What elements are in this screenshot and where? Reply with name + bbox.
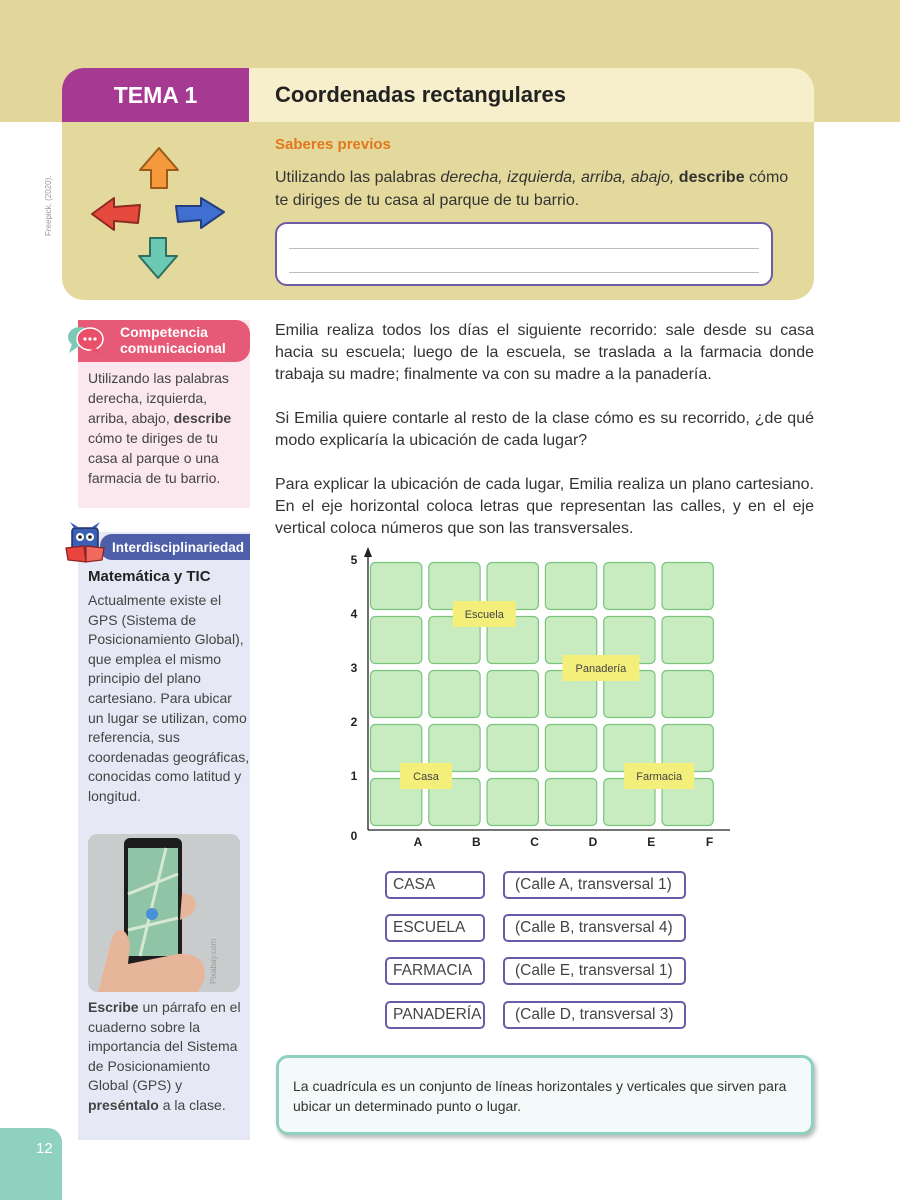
saberes-heading: Saberes previos bbox=[275, 136, 391, 153]
place-marker-label: Escuela bbox=[464, 609, 504, 621]
grid-cell bbox=[429, 671, 480, 718]
image-credit-freepik: Freepick. (2020). bbox=[44, 175, 53, 236]
y-tick-label: 2 bbox=[350, 715, 358, 729]
answer-field[interactable] bbox=[275, 222, 773, 286]
direction-arrows-icon bbox=[86, 144, 236, 284]
y-tick-label: 1 bbox=[350, 769, 358, 783]
grid-cell bbox=[545, 779, 596, 826]
competencia-heading: Competencia comunicacional bbox=[78, 320, 250, 362]
coord-label: (Calle E, transversal 1) bbox=[503, 957, 686, 985]
coord-label: (Calle A, transversal 1) bbox=[503, 871, 686, 899]
answer-line bbox=[289, 272, 759, 273]
coord-row-casa bbox=[385, 871, 686, 899]
paragraph-plano: Para explicar la ubicación de cada lugar, Emilia realiza un plano cartesiano. En el eje horizontal coloca letras que representan las calles, y en el eje vertical coloca números que son las transversales. bbox=[275, 476, 814, 537]
page-number: 12 bbox=[36, 1140, 53, 1157]
answer-line bbox=[289, 248, 759, 249]
y-axis-arrow-icon bbox=[364, 547, 372, 557]
coord-row-farmacia bbox=[385, 957, 686, 985]
book-mascot-icon bbox=[62, 522, 110, 564]
grid-cell bbox=[545, 725, 596, 772]
grid-cell bbox=[662, 671, 713, 718]
arrow-left-icon bbox=[92, 198, 140, 230]
interdisciplinariedad-task: Escribe un párrafo en el cuaderno sobre la importancia del Sistema de Posicionamiento Global (GPS) y preséntalo a la clase. bbox=[88, 999, 241, 1113]
arrow-down-icon bbox=[139, 238, 177, 278]
place-marker-label: Farmacia bbox=[636, 771, 683, 783]
grid-cell bbox=[487, 671, 538, 718]
competencia-text: Utilizando las palabras derecha, izquierda, arriba, abajo, describe cómo te diriges de tu casa al parque o una farmacia de tu barrio. bbox=[88, 370, 232, 486]
grid-cell bbox=[662, 617, 713, 664]
arrow-right-icon bbox=[176, 198, 224, 228]
coord-label: (Calle D, transversal 3) bbox=[503, 1001, 686, 1029]
y-tick-label: 4 bbox=[350, 607, 358, 621]
grid-cell bbox=[487, 725, 538, 772]
x-tick-label: B bbox=[471, 835, 481, 849]
title-bar bbox=[62, 68, 814, 122]
place-marker-label: Casa bbox=[413, 771, 439, 783]
image-credit-pixabay: Pixabay.com bbox=[209, 938, 218, 984]
y-tick-label: 0 bbox=[350, 829, 358, 843]
y-tick-label: 3 bbox=[350, 661, 358, 675]
y-tick-label: 5 bbox=[350, 553, 358, 567]
interdisciplinariedad-heading: Interdisciplinariedad bbox=[100, 534, 250, 560]
grid-cell bbox=[371, 617, 422, 664]
place-label: CASA bbox=[385, 871, 485, 899]
definition-box: La cuadrícula es un conjunto de líneas horizontales y verticales que sirven para ubicar un determinado punto o lugar. bbox=[276, 1055, 814, 1135]
place-label: ESCUELA bbox=[385, 914, 485, 942]
x-tick-label: D bbox=[588, 835, 598, 849]
grid-cell bbox=[662, 563, 713, 610]
grid-cell bbox=[371, 563, 422, 610]
coord-row-escuela bbox=[385, 914, 686, 942]
grid-cell bbox=[604, 563, 655, 610]
grid-cell bbox=[487, 779, 538, 826]
x-tick-label: A bbox=[413, 835, 423, 849]
x-tick-label: F bbox=[705, 835, 714, 849]
arrow-up-icon bbox=[140, 148, 178, 188]
grid-cell bbox=[545, 563, 596, 610]
page-title: Coordenadas rectangulares bbox=[249, 68, 814, 122]
x-tick-label: E bbox=[647, 835, 656, 849]
place-label: PANADERÍA bbox=[385, 1001, 485, 1029]
coord-label: (Calle B, transversal 4) bbox=[503, 914, 686, 942]
interdisciplinariedad-text: Actualmente existe el GPS (Sistema de Posicionamiento Global), que emplea el mismo principio del plano cartesiano. Para ubicar un lugar se utilizan, como referencia, sus coordenadas geográficas, conocidas como latitud y longitud. bbox=[88, 592, 250, 804]
interdisciplinariedad-subheading: Matemática y TIC bbox=[88, 568, 211, 585]
tema-label: TEMA 1 bbox=[62, 68, 249, 122]
place-marker-label: Panadería bbox=[575, 663, 627, 675]
speech-bubble-icon bbox=[66, 322, 106, 358]
gps-phone-photo bbox=[88, 834, 240, 992]
paragraph-recorrido: Emilia realiza todos los días el siguiente recorrido: sale desde su casa hacia su escuela; luego de la escuela, se traslada a la farmacia donde trabaja su madre; finalmente va con su madre a la panadería. bbox=[275, 322, 814, 383]
paragraph-pregunta: Si Emilia quiere contarle al resto de la clase cómo es su recorrido, ¿de qué modo explicaría la ubicación de cada lugar? bbox=[275, 410, 814, 449]
grid-cell bbox=[371, 671, 422, 718]
saberes-instructions: Utilizando las palabras derecha, izquierda, arriba, abajo, describe cómo te diriges de tu casa al parque de tu barrio. bbox=[275, 169, 789, 209]
place-label: FARMACIA bbox=[385, 957, 485, 985]
page-tab bbox=[0, 1128, 62, 1200]
coord-row-panaderia bbox=[385, 1001, 686, 1029]
cartesian-plane bbox=[340, 545, 730, 850]
x-tick-label: C bbox=[530, 835, 539, 849]
